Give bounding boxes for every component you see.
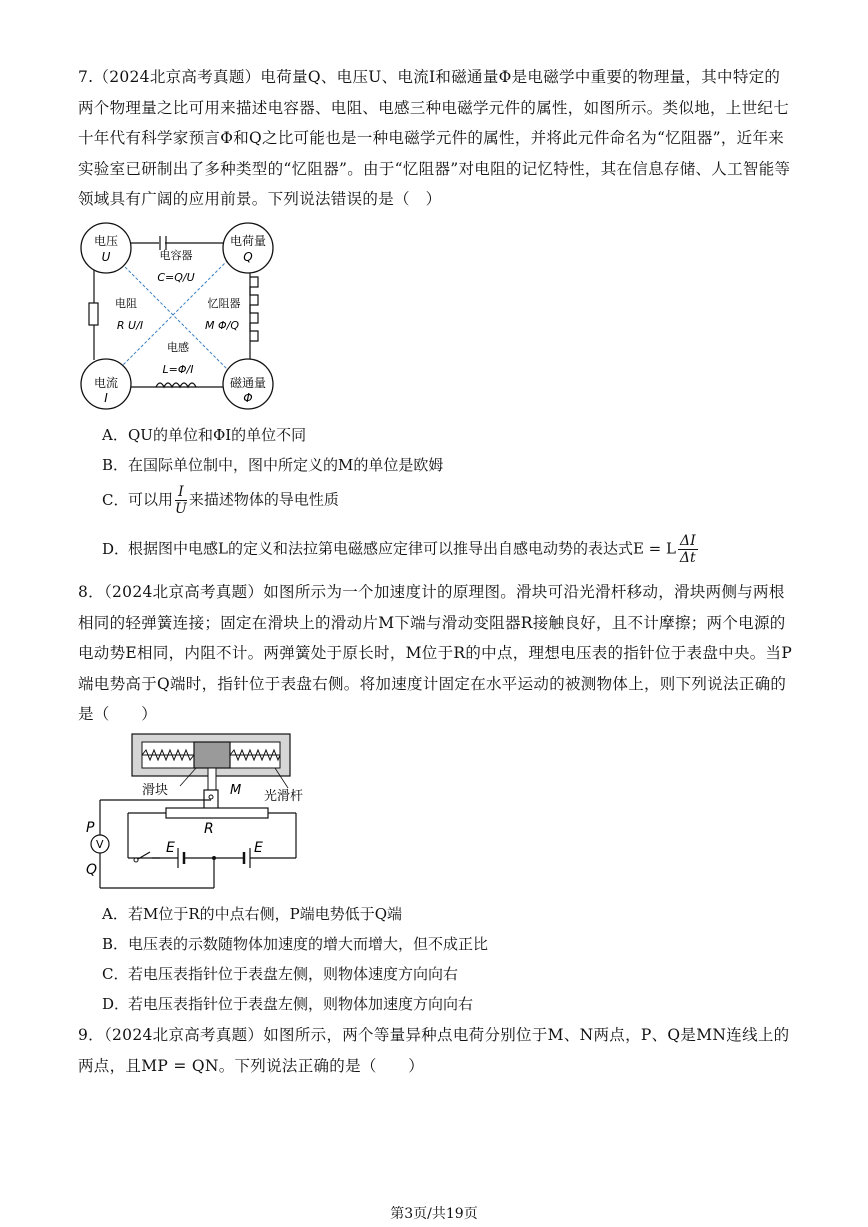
frac-denominator: U — [175, 501, 187, 517]
q7-option-a-text: QU的单位和ΦI的单位不同 — [128, 426, 307, 444]
q8-option-b-text: 电压表的示数随物体加速度的增大而增大，但不成正比 — [128, 935, 489, 953]
capacitor-label: 电容器 — [159, 249, 193, 262]
q7-option-c-text-before: 可以用 — [128, 490, 174, 509]
q7-option-d-label: D． — [102, 539, 130, 558]
q7-option-c-fraction — [175, 484, 187, 517]
q7-option-d-fraction — [678, 533, 698, 566]
q7-option-d-text-before: 根据图中电感L的定义和法拉第电磁感应定律可以推导出自感电动势的表达式E = L — [128, 539, 676, 558]
slider-block — [194, 742, 230, 768]
charge-node — [223, 223, 273, 273]
flux-symbol: Φ — [243, 391, 253, 405]
q7-option-b-text: 在国际单位制中，图中所定义的M的单位是欧姆 — [128, 456, 444, 474]
m-label: M — [230, 783, 242, 798]
question-8-figure — [80, 728, 310, 893]
e1-label: E — [166, 840, 175, 856]
q7-option-b-label: B． — [102, 456, 129, 474]
q8-option-d-label: D． — [102, 995, 130, 1013]
question-9-text: 9．（2024北京高考真题）如图所示，两个等量异种点电荷分别位于M、N两点，P、Q是MN连线上的两点，且MP = QN。下列说法正确的是（ ） — [78, 1026, 790, 1075]
memristor-label: 忆阻器 — [207, 297, 241, 310]
q8-option-c-label: C． — [102, 965, 129, 983]
q8-option-d — [102, 993, 473, 1015]
voltage-symbol: U — [101, 250, 111, 264]
inductor-formula: L=Φ/I — [162, 363, 194, 376]
inductor-label: 电感 — [167, 341, 189, 354]
voltage-label: 电压 — [93, 234, 119, 248]
question-7-figure — [78, 215, 278, 415]
q7-option-b — [102, 454, 443, 476]
q7-option-a-label: A． — [102, 426, 128, 444]
current-symbol: I — [104, 391, 108, 405]
rheostat — [166, 808, 268, 818]
charge-symbol: Q — [243, 250, 253, 264]
q8-option-a — [102, 903, 402, 925]
q8-option-a-text: 若M位于R的中点右侧，P端电势低于Q端 — [128, 905, 403, 923]
q7-option-c-label: C． — [102, 490, 129, 509]
resistor-formula: R U/I — [116, 319, 144, 332]
current-label: 电流 — [93, 376, 119, 390]
frac-numerator: I — [175, 484, 187, 501]
frac-numerator: ΔI — [679, 533, 696, 549]
q-label: Q — [86, 862, 98, 878]
q8-option-b — [102, 933, 488, 955]
page-footer: 第3页/共19页 — [390, 1206, 478, 1222]
q8-option-a-label: A． — [102, 905, 128, 923]
q8-option-c — [102, 963, 458, 985]
q7-option-c — [102, 484, 339, 517]
flux-label: 磁通量 — [229, 376, 267, 390]
v-label: V — [96, 838, 104, 851]
memristor-formula: M Φ/Q — [204, 319, 240, 332]
charge-label: 电荷量 — [229, 234, 267, 248]
p-label: P — [86, 820, 95, 836]
q8-option-d-text: 若电压表指针位于表盘左侧，则物体加速度方向向右 — [128, 995, 474, 1013]
frac-denominator: Δt — [679, 550, 696, 566]
question-7-text: 7.（2024北京高考真题）电荷量Q、电压U、电流I和磁通量Φ是电磁学中重要的物理量，其中特定的两个物理量之比可用来描述电容器、电阻、电感三种电磁学元件的属性，如图所示。类似地，上世纪七十年代有科学家预言Φ和Q之比可能也是一种电磁学元件的属性，并将此元件命名为“忆阻器”，近年来实验室已研制出了多种类型的“忆阻器”。由于“忆阻器”对电阻的记忆特性，其在信息存储、人工智能等领域具有广阔的应用前景。下列说法错误的是（ ） — [78, 68, 791, 208]
resistor-label: 电阻 — [115, 297, 137, 310]
voltage-node — [81, 223, 131, 273]
r-label: R — [204, 821, 214, 837]
question-8-text: 8．（2024北京高考真题）如图所示为一个加速度计的原理图。滑块可沿光滑杆移动，滑块两侧与两根相同的轻弹簧连接；固定在滑块上的滑动片M下端与滑动变阻器R接触良好，且不计摩擦；两个电源的电动势E相同，内阻不计。两弹簧处于原长时，M位于R的中点，理想电压表的指针位于表盘中央。当P端电势高于Q端时，指针位于表盘右侧。将加速度计固定在水平运动的被测物体上，则下列说法正确的是（ ） — [78, 583, 793, 723]
e2-label: E — [254, 840, 263, 856]
q7-option-a — [102, 424, 306, 446]
capacitor-formula: C=Q/U — [157, 271, 195, 284]
q8-option-b-label: B． — [102, 935, 129, 953]
rod-label: 光滑杆 — [264, 789, 304, 804]
q8-option-c-text: 若电压表指针位于表盘左侧，则物体速度方向向右 — [128, 965, 459, 983]
slider-label: 滑块 — [142, 783, 169, 798]
q7-option-d — [102, 533, 700, 566]
q7-option-c-text-after: 来描述物体的导电性质 — [188, 490, 339, 509]
